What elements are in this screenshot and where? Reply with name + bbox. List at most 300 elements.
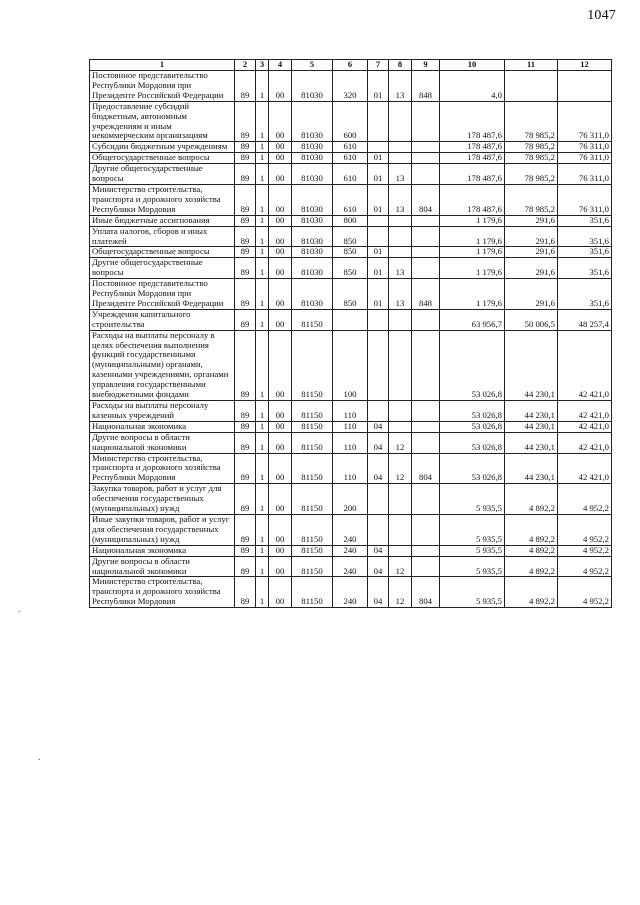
code-cell-9 <box>412 247 440 258</box>
code-cell-9: 848 <box>412 279 440 310</box>
code-cell-9 <box>412 101 440 142</box>
code-cell-8: 12 <box>389 577 412 608</box>
amount-cell-10: 53 026,8 <box>440 421 505 432</box>
code-cell-2: 89 <box>235 71 256 102</box>
amount-cell-12: 42 421,0 <box>558 330 612 400</box>
code-cell-4: 00 <box>269 247 292 258</box>
amount-cell-10: 178 487,6 <box>440 101 505 142</box>
scan-speck: . <box>18 604 21 615</box>
amount-cell-12: 4 952,2 <box>558 545 612 556</box>
table-row <box>90 101 612 142</box>
code-cell-3: 1 <box>256 258 269 279</box>
code-cell-8: 12 <box>389 453 412 484</box>
code-cell-8: 13 <box>389 164 412 185</box>
code-cell-2: 89 <box>235 514 256 545</box>
table-row <box>90 453 612 484</box>
code-cell-2: 89 <box>235 577 256 608</box>
amount-cell-12: 4 952,2 <box>558 514 612 545</box>
table-row <box>90 184 612 215</box>
code-cell-6: 800 <box>333 215 368 226</box>
row-name-cell: Постоянное представительство Республики Мордовия при Президенте Российской Федерации <box>90 279 235 310</box>
row-name-cell: Иные бюджетные ассигнования <box>90 215 235 226</box>
row-name-cell: Постоянное представительство Республики Мордовия при Президенте Российской Федерации <box>90 71 235 102</box>
code-cell-8 <box>389 484 412 515</box>
code-cell-4: 00 <box>269 215 292 226</box>
amount-cell-11: 78 985,2 <box>505 142 558 153</box>
code-cell-7: 04 <box>368 453 389 484</box>
code-cell-7 <box>368 101 389 142</box>
code-cell-7: 01 <box>368 258 389 279</box>
code-cell-9 <box>412 164 440 185</box>
code-cell-2: 89 <box>235 309 256 330</box>
amount-cell-11: 44 230,1 <box>505 453 558 484</box>
code-cell-6: 850 <box>333 279 368 310</box>
code-cell-3: 1 <box>256 432 269 453</box>
code-cell-9: 804 <box>412 577 440 608</box>
col-header-8: 8 <box>389 60 412 71</box>
code-cell-2: 89 <box>235 432 256 453</box>
amount-cell-10: 1 179,6 <box>440 247 505 258</box>
code-cell-6: 240 <box>333 556 368 577</box>
code-cell-2: 89 <box>235 453 256 484</box>
amount-cell-12: 76 311,0 <box>558 153 612 164</box>
row-name-cell: Закупка товаров, работ и услуг для обеспечения государственных (муниципальных) нужд <box>90 484 235 515</box>
code-cell-9: 804 <box>412 453 440 484</box>
amount-cell-11: 291,6 <box>505 279 558 310</box>
code-cell-9: 804 <box>412 184 440 215</box>
code-cell-4: 00 <box>269 71 292 102</box>
amount-cell-11: 291,6 <box>505 226 558 247</box>
col-header-9: 9 <box>412 60 440 71</box>
code-cell-6: 850 <box>333 258 368 279</box>
code-cell-5: 81030 <box>292 142 333 153</box>
code-cell-7: 01 <box>368 153 389 164</box>
code-cell-5: 81150 <box>292 432 333 453</box>
amount-cell-12: 48 257,4 <box>558 309 612 330</box>
code-cell-8 <box>389 247 412 258</box>
code-cell-6: 610 <box>333 153 368 164</box>
code-cell-2: 89 <box>235 556 256 577</box>
col-header-name: 1 <box>90 60 235 71</box>
amount-cell-12: 42 421,0 <box>558 401 612 422</box>
code-cell-3: 1 <box>256 142 269 153</box>
amount-cell-11: 4 892,2 <box>505 556 558 577</box>
code-cell-5: 81030 <box>292 153 333 164</box>
code-cell-5: 81030 <box>292 184 333 215</box>
table-row <box>90 309 612 330</box>
amount-cell-10: 178 487,6 <box>440 184 505 215</box>
table-row <box>90 556 612 577</box>
code-cell-6: 320 <box>333 71 368 102</box>
code-cell-3: 1 <box>256 453 269 484</box>
code-cell-3: 1 <box>256 279 269 310</box>
code-cell-7: 04 <box>368 545 389 556</box>
code-cell-4: 00 <box>269 432 292 453</box>
code-cell-4: 00 <box>269 142 292 153</box>
table-row <box>90 545 612 556</box>
code-cell-8 <box>389 153 412 164</box>
amount-cell-10: 5 935,5 <box>440 556 505 577</box>
code-cell-2: 89 <box>235 258 256 279</box>
amount-cell-12: 4 952,2 <box>558 556 612 577</box>
amount-cell-10: 1 179,6 <box>440 226 505 247</box>
code-cell-3: 1 <box>256 330 269 400</box>
amount-cell-10: 53 026,8 <box>440 401 505 422</box>
code-cell-8 <box>389 226 412 247</box>
code-cell-2: 89 <box>235 153 256 164</box>
code-cell-9 <box>412 401 440 422</box>
code-cell-8: 13 <box>389 71 412 102</box>
code-cell-5: 81150 <box>292 484 333 515</box>
amount-cell-10: 178 487,6 <box>440 164 505 185</box>
col-header-11: 11 <box>505 60 558 71</box>
code-cell-6: 610 <box>333 184 368 215</box>
amount-cell-11: 44 230,1 <box>505 432 558 453</box>
code-cell-4: 00 <box>269 453 292 484</box>
code-cell-2: 89 <box>235 545 256 556</box>
code-cell-6: 110 <box>333 421 368 432</box>
row-name-cell: Министерство строительства, транспорта и дорожного хозяйства Республики Мордовия <box>90 453 235 484</box>
code-cell-3: 1 <box>256 401 269 422</box>
amount-cell-11 <box>505 71 558 102</box>
code-cell-3: 1 <box>256 226 269 247</box>
code-cell-7: 01 <box>368 71 389 102</box>
amount-cell-12 <box>558 71 612 102</box>
row-name-cell: Субсидии бюджетным учреждениям <box>90 142 235 153</box>
row-name-cell: Предоставление субсидий бюджетным, автономным учреждениям и иным некоммерческим организациям <box>90 101 235 142</box>
code-cell-7: 04 <box>368 432 389 453</box>
code-cell-8 <box>389 142 412 153</box>
code-cell-4: 00 <box>269 258 292 279</box>
row-name-cell: Другие вопросы в области национальной экономики <box>90 432 235 453</box>
amount-cell-12: 4 952,2 <box>558 577 612 608</box>
amount-cell-10: 1 179,6 <box>440 258 505 279</box>
code-cell-7 <box>368 330 389 400</box>
amount-cell-11: 78 985,2 <box>505 164 558 185</box>
code-cell-6: 850 <box>333 226 368 247</box>
col-header-7: 7 <box>368 60 389 71</box>
row-name-cell: Другие общегосударственные вопросы <box>90 164 235 185</box>
code-cell-9 <box>412 556 440 577</box>
amount-cell-10: 1 179,6 <box>440 215 505 226</box>
code-cell-5: 81030 <box>292 215 333 226</box>
table-row <box>90 71 612 102</box>
code-cell-7: 04 <box>368 421 389 432</box>
code-cell-6: 610 <box>333 142 368 153</box>
amount-cell-10: 53 026,8 <box>440 330 505 400</box>
code-cell-3: 1 <box>256 421 269 432</box>
code-cell-5: 81150 <box>292 514 333 545</box>
code-cell-8 <box>389 401 412 422</box>
amount-cell-11: 4 892,2 <box>505 514 558 545</box>
code-cell-2: 89 <box>235 184 256 215</box>
code-cell-9 <box>412 258 440 279</box>
table-row <box>90 153 612 164</box>
code-cell-7 <box>368 215 389 226</box>
code-cell-2: 89 <box>235 484 256 515</box>
table-row <box>90 330 612 400</box>
amount-cell-10: 5 935,5 <box>440 484 505 515</box>
code-cell-3: 1 <box>256 514 269 545</box>
code-cell-5: 81150 <box>292 401 333 422</box>
amount-cell-10: 53 026,8 <box>440 453 505 484</box>
table-row <box>90 514 612 545</box>
row-name-cell: Национальная экономика <box>90 421 235 432</box>
code-cell-7 <box>368 401 389 422</box>
code-cell-7 <box>368 226 389 247</box>
code-cell-4: 00 <box>269 184 292 215</box>
code-cell-5: 81030 <box>292 279 333 310</box>
table-row <box>90 258 612 279</box>
code-cell-9 <box>412 421 440 432</box>
code-cell-3: 1 <box>256 556 269 577</box>
header-row <box>90 60 612 71</box>
code-cell-9 <box>412 432 440 453</box>
code-cell-6: 850 <box>333 247 368 258</box>
scan-speck: . <box>38 752 41 763</box>
code-cell-6 <box>333 309 368 330</box>
code-cell-3: 1 <box>256 309 269 330</box>
amount-cell-12: 76 311,0 <box>558 142 612 153</box>
code-cell-7: 01 <box>368 247 389 258</box>
row-name-cell: Расходы на выплаты персоналу в целях обеспечения выполнения функций государственными (муниципальными) органами, казенными учреждениями, органами управления государственными внебюджетными фондами <box>90 330 235 400</box>
code-cell-5: 81150 <box>292 421 333 432</box>
code-cell-3: 1 <box>256 164 269 185</box>
amount-cell-11: 44 230,1 <box>505 330 558 400</box>
code-cell-7 <box>368 484 389 515</box>
table-row <box>90 215 612 226</box>
table-row <box>90 484 612 515</box>
code-cell-6: 110 <box>333 453 368 484</box>
code-cell-8 <box>389 514 412 545</box>
amount-cell-11: 78 985,2 <box>505 184 558 215</box>
row-name-cell: Иные закупки товаров, работ и услуг для обеспечения государственных (муниципальных) нужд <box>90 514 235 545</box>
amount-cell-10: 178 487,6 <box>440 142 505 153</box>
amount-cell-12: 351,6 <box>558 258 612 279</box>
col-header-6: 6 <box>333 60 368 71</box>
code-cell-8 <box>389 421 412 432</box>
amount-cell-10: 4,0 <box>440 71 505 102</box>
amount-cell-11: 291,6 <box>505 258 558 279</box>
code-cell-2: 89 <box>235 330 256 400</box>
amount-cell-10: 178 487,6 <box>440 153 505 164</box>
code-cell-6: 100 <box>333 330 368 400</box>
amount-cell-12: 351,6 <box>558 279 612 310</box>
code-cell-8: 13 <box>389 279 412 310</box>
code-cell-3: 1 <box>256 71 269 102</box>
amount-cell-12: 351,6 <box>558 215 612 226</box>
amount-cell-11: 4 892,2 <box>505 545 558 556</box>
code-cell-6: 240 <box>333 514 368 545</box>
amount-cell-11: 78 985,2 <box>505 153 558 164</box>
table-row <box>90 577 612 608</box>
code-cell-5: 81030 <box>292 101 333 142</box>
code-cell-8: 12 <box>389 432 412 453</box>
col-header-3: 3 <box>256 60 269 71</box>
table-row <box>90 142 612 153</box>
table-body <box>90 71 612 608</box>
amount-cell-10: 53 026,8 <box>440 432 505 453</box>
code-cell-6: 600 <box>333 101 368 142</box>
code-cell-9 <box>412 226 440 247</box>
code-cell-4: 00 <box>269 101 292 142</box>
table-row <box>90 226 612 247</box>
row-name-cell: Другие общегосударственные вопросы <box>90 258 235 279</box>
code-cell-8: 13 <box>389 184 412 215</box>
code-cell-9 <box>412 142 440 153</box>
code-cell-9 <box>412 153 440 164</box>
code-cell-9 <box>412 215 440 226</box>
row-name-cell: Общегосударственные вопросы <box>90 153 235 164</box>
row-name-cell: Министерство строительства, транспорта и дорожного хозяйства Республики Мордовия <box>90 184 235 215</box>
amount-cell-12: 42 421,0 <box>558 432 612 453</box>
code-cell-9 <box>412 484 440 515</box>
code-cell-3: 1 <box>256 153 269 164</box>
code-cell-7 <box>368 142 389 153</box>
col-header-10: 10 <box>440 60 505 71</box>
table-row <box>90 421 612 432</box>
code-cell-6: 200 <box>333 484 368 515</box>
table-row <box>90 279 612 310</box>
code-cell-9 <box>412 309 440 330</box>
code-cell-3: 1 <box>256 484 269 515</box>
amount-cell-11: 44 230,1 <box>505 421 558 432</box>
code-cell-3: 1 <box>256 545 269 556</box>
amount-cell-10: 5 935,5 <box>440 545 505 556</box>
code-cell-4: 00 <box>269 309 292 330</box>
code-cell-5: 81150 <box>292 453 333 484</box>
code-cell-4: 00 <box>269 484 292 515</box>
code-cell-4: 00 <box>269 330 292 400</box>
amount-cell-12: 42 421,0 <box>558 453 612 484</box>
code-cell-2: 89 <box>235 164 256 185</box>
amount-cell-12: 76 311,0 <box>558 101 612 142</box>
col-header-12: 12 <box>558 60 612 71</box>
amount-cell-11: 4 892,2 <box>505 484 558 515</box>
table-row <box>90 401 612 422</box>
code-cell-7: 04 <box>368 577 389 608</box>
code-cell-4: 00 <box>269 514 292 545</box>
code-cell-5: 81030 <box>292 226 333 247</box>
code-cell-5: 81150 <box>292 545 333 556</box>
amount-cell-10: 5 935,5 <box>440 577 505 608</box>
code-cell-4: 00 <box>269 164 292 185</box>
code-cell-8: 12 <box>389 556 412 577</box>
code-cell-2: 89 <box>235 247 256 258</box>
code-cell-5: 81030 <box>292 247 333 258</box>
code-cell-8 <box>389 545 412 556</box>
code-cell-8 <box>389 215 412 226</box>
row-name-cell: Расходы на выплаты персоналу казенных учреждений <box>90 401 235 422</box>
code-cell-5: 81150 <box>292 577 333 608</box>
code-cell-8 <box>389 330 412 400</box>
code-cell-7: 01 <box>368 184 389 215</box>
row-name-cell: Уплата налогов, сборов и иных платежей <box>90 226 235 247</box>
row-name-cell: Учреждения капитального строительства <box>90 309 235 330</box>
amount-cell-12: 4 952,2 <box>558 484 612 515</box>
code-cell-9 <box>412 545 440 556</box>
code-cell-9 <box>412 330 440 400</box>
code-cell-5: 81030 <box>292 71 333 102</box>
col-header-2: 2 <box>235 60 256 71</box>
amount-cell-10: 1 179,6 <box>440 279 505 310</box>
code-cell-3: 1 <box>256 247 269 258</box>
code-cell-8 <box>389 309 412 330</box>
code-cell-2: 89 <box>235 101 256 142</box>
code-cell-5: 81030 <box>292 164 333 185</box>
code-cell-2: 89 <box>235 279 256 310</box>
col-header-5: 5 <box>292 60 333 71</box>
code-cell-7: 04 <box>368 556 389 577</box>
amount-cell-11: 291,6 <box>505 215 558 226</box>
code-cell-2: 89 <box>235 215 256 226</box>
row-name-cell: Министерство строительства, транспорта и дорожного хозяйства Республики Мордовия <box>90 577 235 608</box>
row-name-cell: Общегосударственные вопросы <box>90 247 235 258</box>
amount-cell-12: 42 421,0 <box>558 421 612 432</box>
code-cell-2: 89 <box>235 401 256 422</box>
amount-cell-11: 50 006,5 <box>505 309 558 330</box>
code-cell-4: 00 <box>269 556 292 577</box>
code-cell-5: 81150 <box>292 330 333 400</box>
row-name-cell: Национальная экономика <box>90 545 235 556</box>
amount-cell-12: 76 311,0 <box>558 184 612 215</box>
code-cell-6: 240 <box>333 545 368 556</box>
code-cell-4: 00 <box>269 577 292 608</box>
code-cell-4: 00 <box>269 545 292 556</box>
code-cell-6: 610 <box>333 164 368 185</box>
code-cell-5: 81150 <box>292 556 333 577</box>
budget-table <box>89 59 612 608</box>
code-cell-2: 89 <box>235 226 256 247</box>
code-cell-9: 848 <box>412 71 440 102</box>
code-cell-4: 00 <box>269 401 292 422</box>
code-cell-8 <box>389 101 412 142</box>
code-cell-7: 01 <box>368 279 389 310</box>
amount-cell-10: 5 935,5 <box>440 514 505 545</box>
code-cell-4: 00 <box>269 226 292 247</box>
code-cell-5: 81150 <box>292 309 333 330</box>
amount-cell-11: 4 892,2 <box>505 577 558 608</box>
code-cell-4: 00 <box>269 421 292 432</box>
code-cell-3: 1 <box>256 184 269 215</box>
code-cell-5: 81030 <box>292 258 333 279</box>
code-cell-6: 110 <box>333 432 368 453</box>
code-cell-6: 240 <box>333 577 368 608</box>
code-cell-6: 110 <box>333 401 368 422</box>
table-row <box>90 247 612 258</box>
row-name-cell: Другие вопросы в области национальной экономики <box>90 556 235 577</box>
table-row <box>90 432 612 453</box>
amount-cell-10: 63 956,7 <box>440 309 505 330</box>
code-cell-3: 1 <box>256 101 269 142</box>
amount-cell-11: 291,6 <box>505 247 558 258</box>
code-cell-4: 00 <box>269 279 292 310</box>
table-row <box>90 164 612 185</box>
code-cell-9 <box>412 514 440 545</box>
code-cell-2: 89 <box>235 421 256 432</box>
amount-cell-11: 44 230,1 <box>505 401 558 422</box>
amount-cell-11: 78 985,2 <box>505 101 558 142</box>
code-cell-8: 13 <box>389 258 412 279</box>
amount-cell-12: 76 311,0 <box>558 164 612 185</box>
code-cell-2: 89 <box>235 142 256 153</box>
code-cell-7: 01 <box>368 164 389 185</box>
code-cell-4: 00 <box>269 153 292 164</box>
code-cell-3: 1 <box>256 215 269 226</box>
amount-cell-12: 351,6 <box>558 247 612 258</box>
code-cell-3: 1 <box>256 577 269 608</box>
amount-cell-12: 351,6 <box>558 226 612 247</box>
